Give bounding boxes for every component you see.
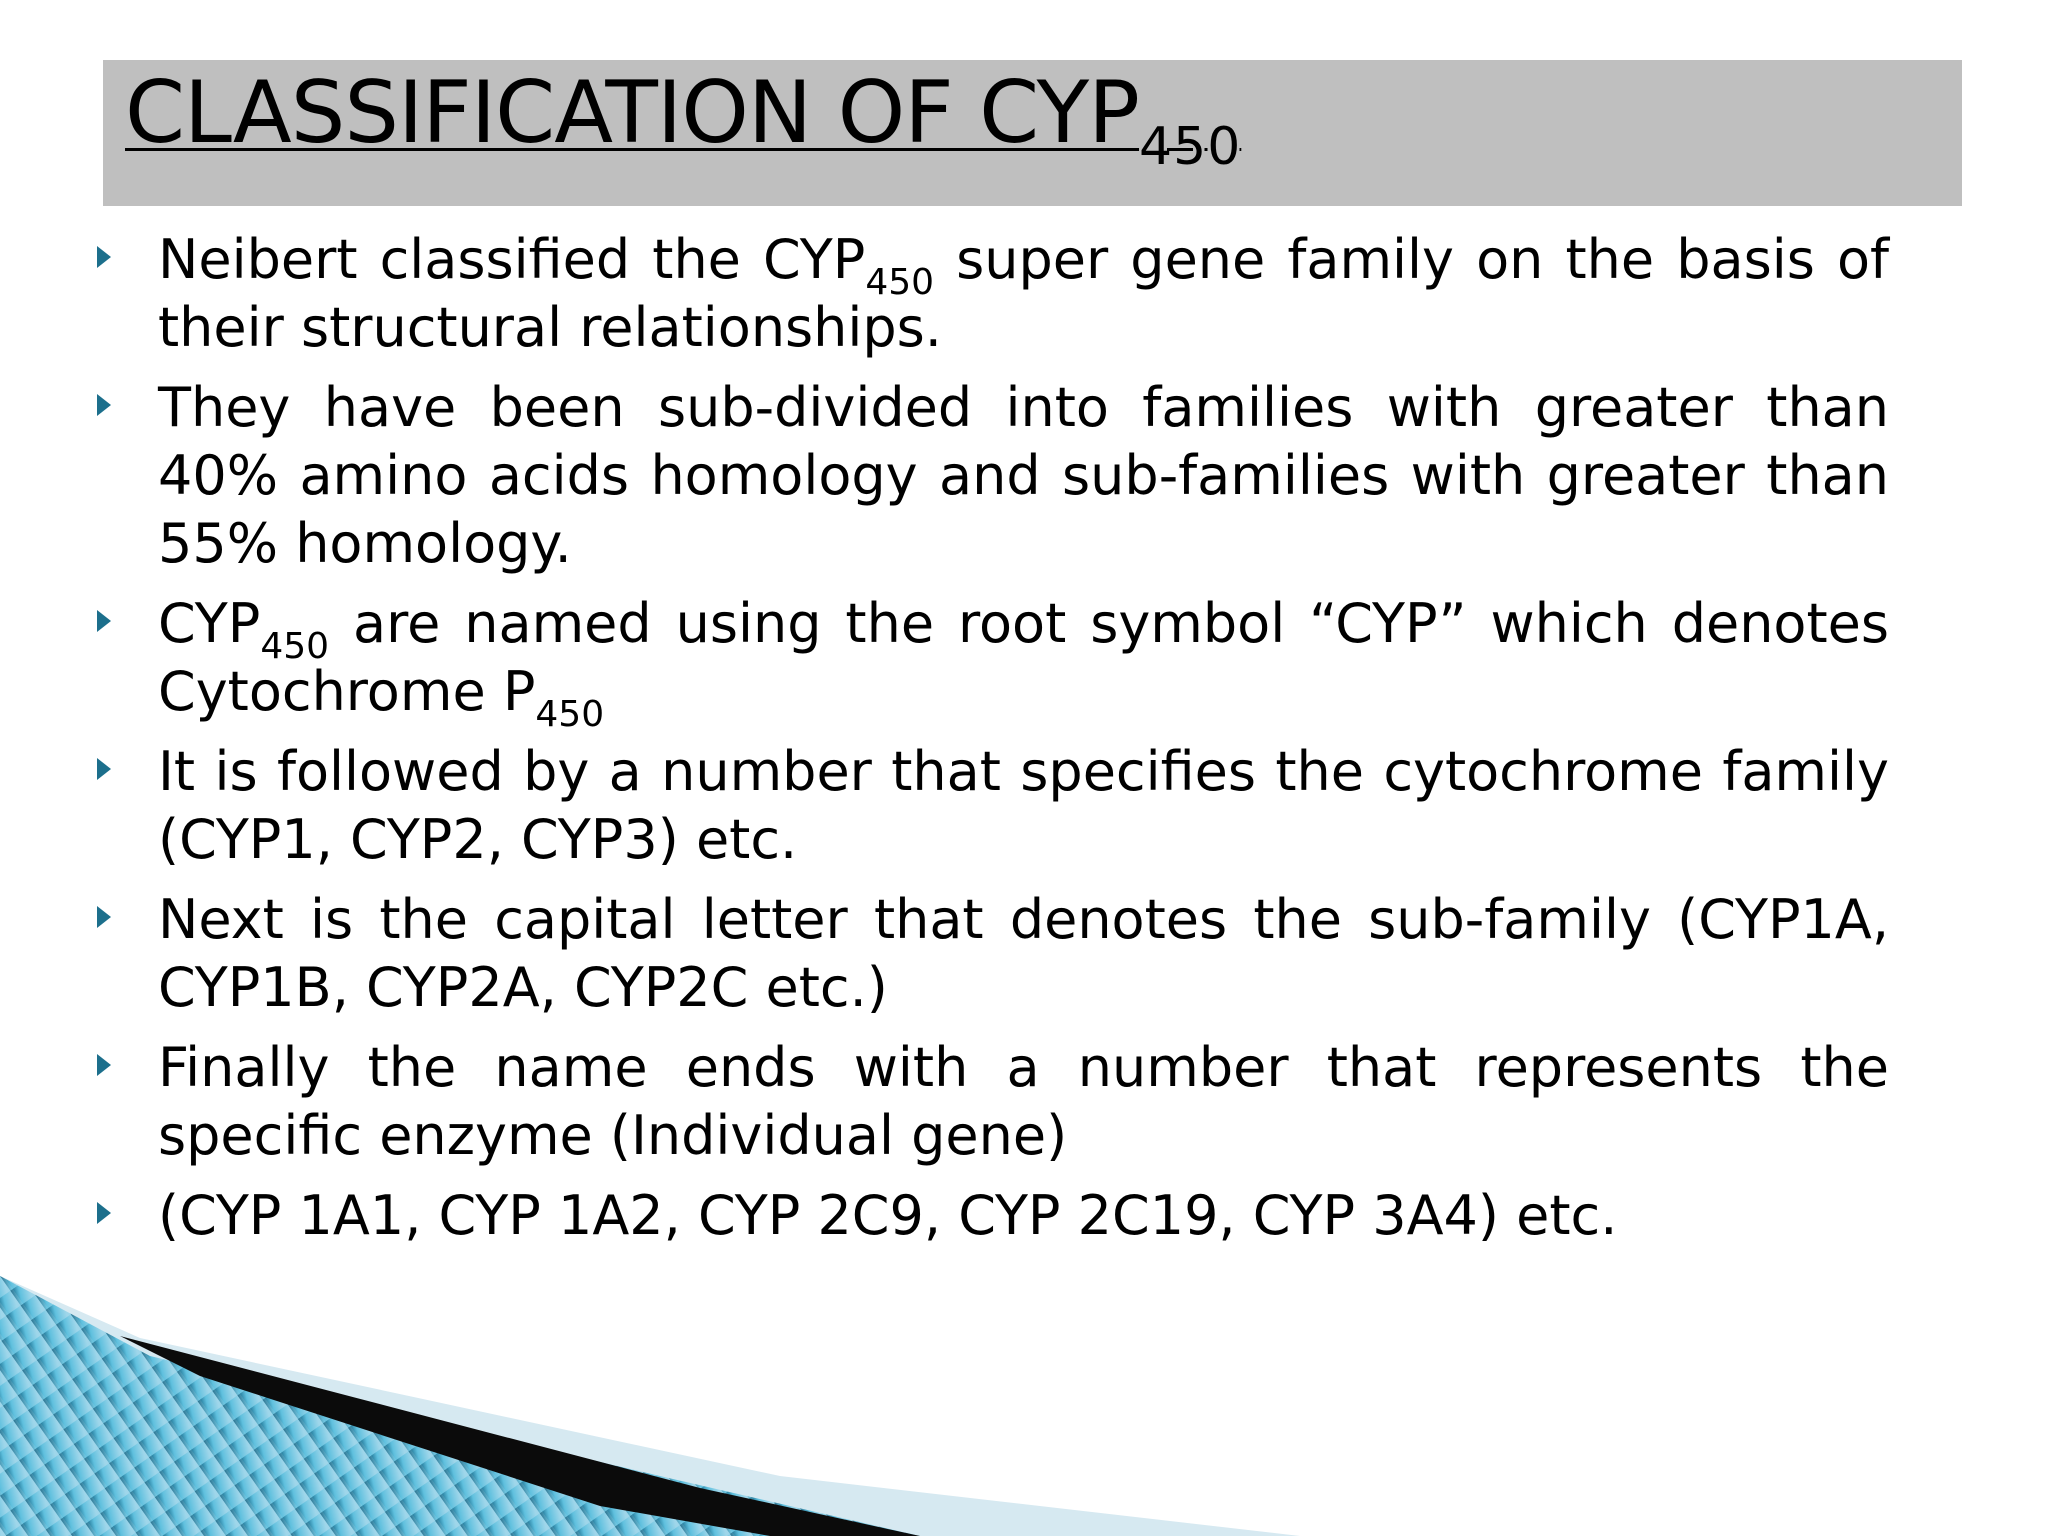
bullet-subscript: 450: [865, 262, 935, 303]
slide-title-main: CLASSIFICATION OF CYP: [125, 63, 1140, 163]
bullet-text: Neibert classified the CYP: [158, 228, 866, 291]
bullet-item: [97, 738, 1889, 874]
bullet-item: [97, 226, 1889, 362]
triangle-bullet-icon: [97, 246, 111, 268]
triangle-bullet-icon: [97, 394, 111, 416]
triangle-bullet-icon: [97, 610, 111, 632]
bullet-item: [97, 374, 1889, 578]
triangle-bullet-icon: [97, 1054, 111, 1076]
bullet-text: CYP: [158, 592, 261, 655]
triangle-bullet-icon: [97, 1202, 111, 1224]
bullet-text: It is followed by a number that specifies the cytochrome family (CYP1, CYP2, CYP3) etc.: [158, 740, 1889, 871]
slide-title: [125, 63, 1242, 177]
bullet-subscript: 450: [260, 626, 330, 667]
bullet-text: They have been sub-divided into families with greater than 40% amino acids homology and sub-families with greater than 55% homology.: [158, 376, 1889, 575]
bullet-item: [97, 1034, 1889, 1170]
triangle-bullet-icon: [97, 758, 111, 780]
bullet-item: [97, 1182, 1889, 1250]
bullet-text: are named using the root symbol “CYP” which denotes Cytochrome P: [158, 592, 1889, 723]
slide-title-subscript: 450: [1139, 117, 1242, 177]
bullet-item: [97, 590, 1889, 735]
bullet-text: Next is the capital letter that denotes the sub-family (CYP1A, CYP1B, CYP2A, CYP2C etc.): [158, 888, 1889, 1019]
bullet-text: (CYP 1A1, CYP 1A2, CYP 2C9, CYP 2C19, CYP 3A4) etc.: [158, 1184, 1618, 1247]
bullet-text: Finally the name ends with a number that represents the specific enzyme (Individual gene): [158, 1036, 1889, 1167]
decorative-wave: [0, 1276, 2048, 1536]
bullet-list: [97, 226, 1889, 1262]
triangle-bullet-icon: [97, 906, 111, 928]
bullet-text: super gene family on the basis of their structural relationships.: [158, 228, 1890, 359]
bullet-item: [97, 886, 1889, 1022]
bullet-subscript: 450: [535, 694, 605, 735]
